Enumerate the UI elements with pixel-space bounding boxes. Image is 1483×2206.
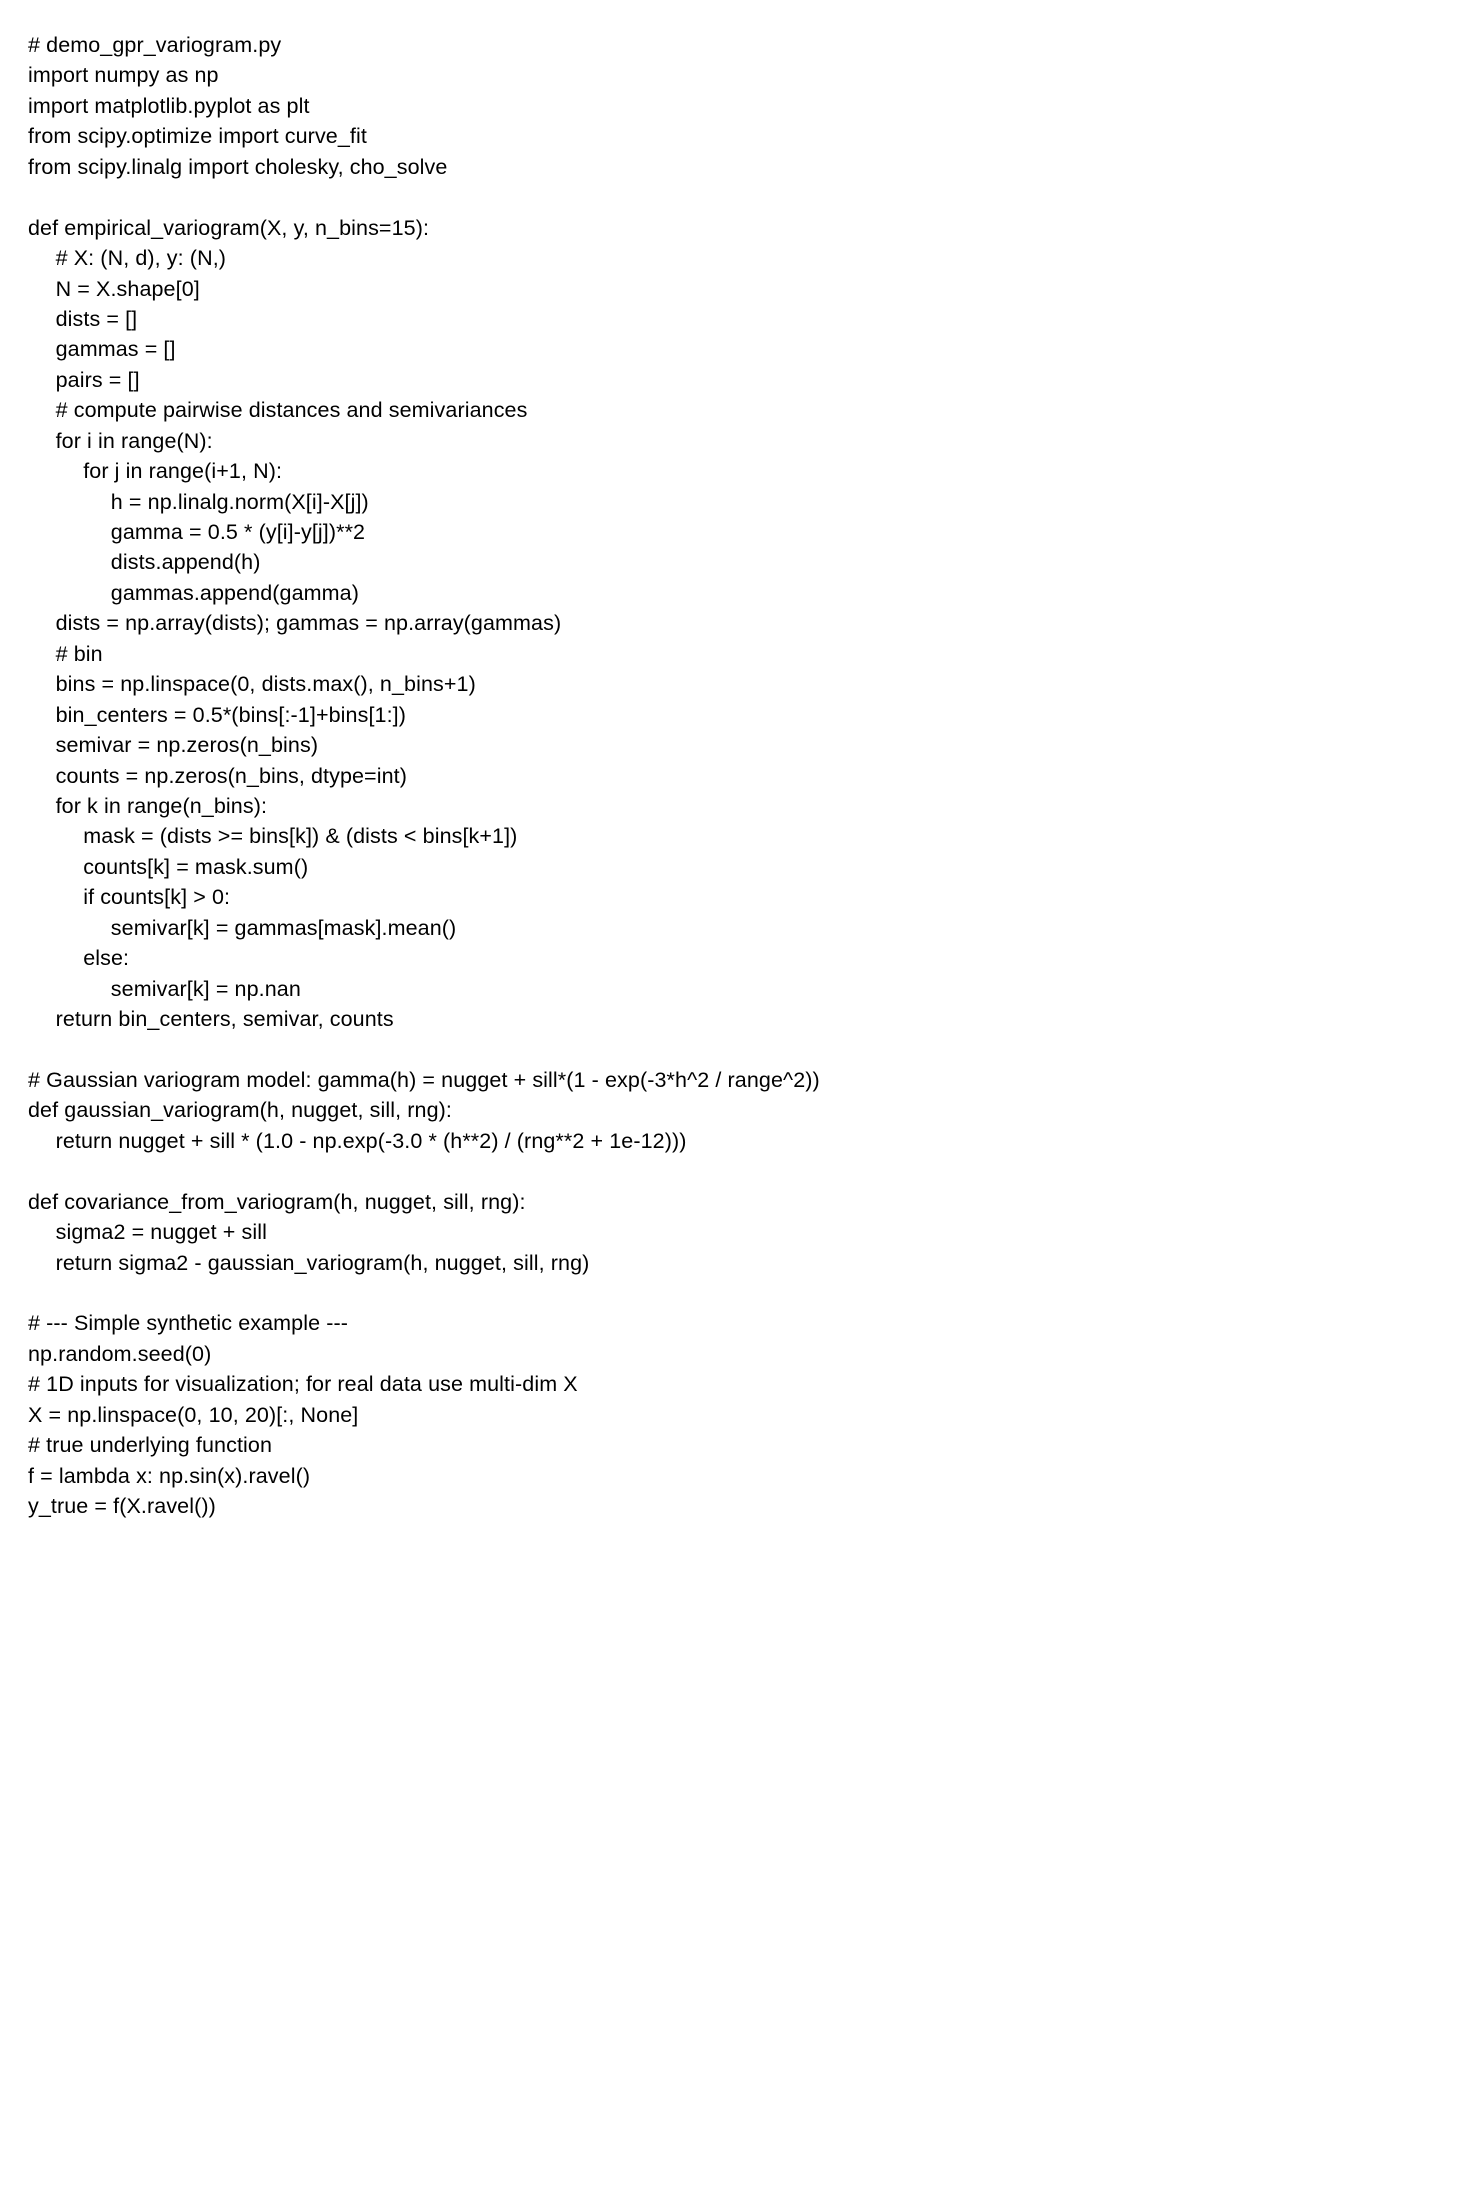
code-line: # compute pairwise distances and semivariances (55, 398, 528, 423)
code-line: bins = np.linspace(0, dists.max(), n_bins+1) (55, 672, 476, 697)
code-line: def covariance_from_variogram(h, nugget, sill, rng): (28, 1189, 526, 1214)
code-line: # Gaussian variogram model: gamma(h) = nugget + sill*(1 - exp(-3*h^2 / range^2)) (28, 1067, 820, 1092)
code-line: # true underlying function (28, 1433, 273, 1458)
code-line: semivar = np.zeros(n_bins) (55, 733, 319, 758)
code-line: if counts[k] > 0: (83, 885, 231, 910)
code-line: # 1D inputs for visualization; for real data use multi-dim X (28, 1372, 578, 1397)
code-line: else: (83, 946, 130, 971)
code-line: from scipy.optimize import curve_fit (28, 124, 367, 149)
code-line: dists = [] (55, 306, 138, 331)
code-line: pairs = [] (55, 367, 140, 392)
code-line: def gaussian_variogram(h, nugget, sill, rng): (28, 1098, 452, 1123)
code-line: gamma = 0.5 * (y[i]-y[j])**2 (110, 520, 366, 544)
code-line: gammas.append(gamma) (110, 580, 359, 605)
code-line: mask = (dists >= bins[k]) & (dists < bins[k+1]) (83, 824, 518, 849)
code-line-blank (28, 1156, 1483, 1186)
code-line: f = lambda x: np.sin(x).ravel() (28, 1463, 311, 1488)
code-line: for i in range(N): (55, 428, 213, 453)
code-line: dists.append(h) (110, 550, 261, 575)
code-line: return nugget + sill * (1.0 - np.exp(-3.0 * (h**2) / (rng**2 + 1e-12))) (55, 1128, 687, 1153)
code-line: # --- Simple synthetic example --- (28, 1311, 349, 1336)
code-line: # demo_gpr_variogram.py (28, 33, 282, 57)
code-line: N = X.shape[0] (55, 276, 200, 301)
code-line: return bin_centers, semivar, counts (55, 1007, 394, 1031)
code-line: semivar[k] = np.nan (110, 976, 301, 1001)
code-line-blank (28, 182, 1483, 212)
code-line: return sigma2 - gaussian_variogram(h, nugget, sill, rng) (55, 1250, 590, 1275)
code-line-blank (28, 1034, 1483, 1064)
code-line: semivar[k] = gammas[mask].mean() (110, 915, 457, 940)
code-line: import matplotlib.pyplot as plt (28, 93, 310, 118)
code-line: h = np.linalg.norm(X[i]-X[j]) (110, 489, 369, 514)
code-line: sigma2 = nugget + sill (55, 1220, 267, 1245)
code-line: gammas = [] (55, 337, 176, 362)
code-line: # X: (N, d), y: (N,) (55, 246, 227, 271)
code-line: np.random.seed(0) (28, 1341, 212, 1366)
code-line: X = np.linspace(0, 10, 20)[:, None] (28, 1402, 359, 1427)
code-line: import numpy as np (28, 63, 219, 88)
code-line: def empirical_variogram(X, y, n_bins=15): (28, 215, 430, 240)
code-line: for j in range(i+1, N): (83, 459, 283, 484)
code-line-blank (28, 1278, 1483, 1308)
code-line: counts = np.zeros(n_bins, dtype=int) (55, 763, 407, 788)
code-line: y_true = f(X.ravel()) (28, 1494, 216, 1518)
code-line: from scipy.linalg import cholesky, cho_solve (28, 154, 448, 179)
code-line: # bin (55, 641, 103, 666)
code-line: for k in range(n_bins): (55, 793, 268, 818)
code-line: counts[k] = mask.sum() (83, 854, 309, 879)
code-line: dists = np.array(dists); gammas = np.array(gammas) (55, 611, 562, 636)
code-line: bin_centers = 0.5*(bins[:-1]+bins[1:]) (55, 702, 406, 727)
